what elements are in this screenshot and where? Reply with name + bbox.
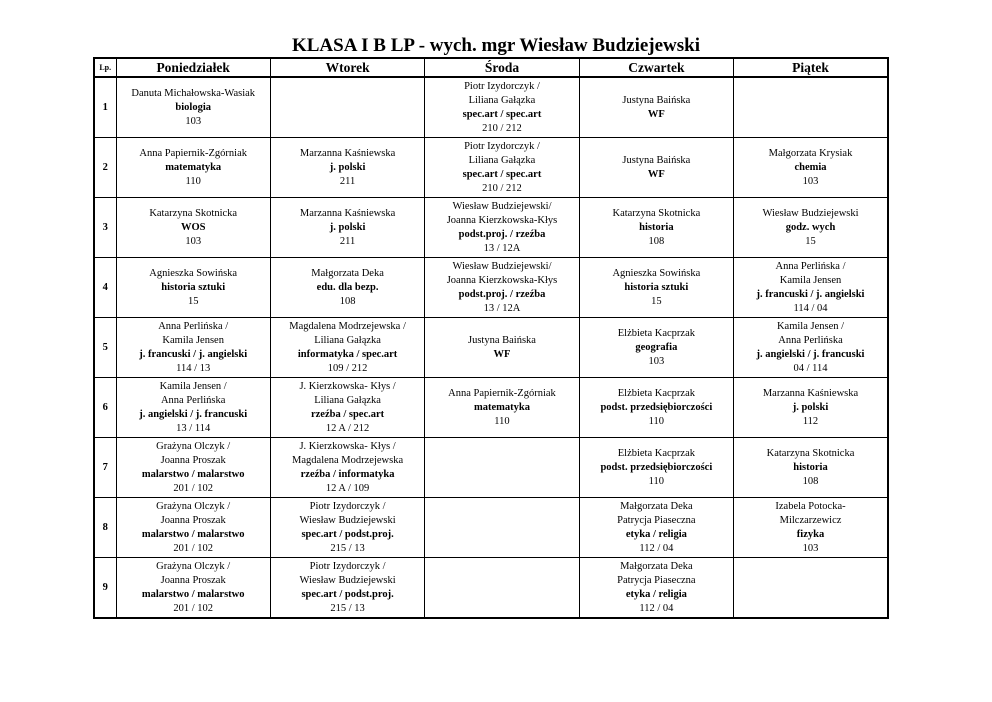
subject-name: spec.art / spec.art	[462, 168, 542, 180]
lesson-number: 6	[94, 378, 116, 438]
teacher-name: Wiesław Budziejewski/	[452, 260, 552, 272]
room-number: 108	[339, 295, 356, 307]
teacher-name: Joanna Kierzkowska-Kłys	[446, 214, 558, 226]
subject-name: j. angielski / j. francuski	[756, 348, 865, 360]
subject-name: spec.art / podst.proj.	[301, 588, 394, 600]
teacher-name: Małgorzata Deka	[620, 560, 693, 572]
teacher-name: Danuta Michałowska-Wasiak	[131, 87, 256, 99]
subject-name: j. angielski / j. francuski	[139, 408, 248, 420]
lesson-cell-friday	[734, 498, 888, 558]
subject-name: matematyka	[165, 161, 222, 173]
lesson-cell-thursday	[579, 378, 733, 438]
lesson-cell-thursday	[579, 138, 733, 198]
lesson-cell-friday	[734, 558, 888, 619]
teacher-name: Justyna Baińska	[622, 154, 691, 166]
teacher-name: Patrycja Piaseczna	[617, 514, 696, 526]
lesson-content	[734, 260, 887, 316]
lesson-content	[271, 560, 424, 616]
lesson-cell-wednesday	[425, 77, 579, 138]
lesson-content	[425, 140, 578, 196]
room-number: 103	[185, 115, 202, 127]
lesson-content	[425, 80, 578, 136]
lesson-content	[117, 147, 270, 189]
table-row	[94, 77, 888, 138]
teacher-name: Piotr Izydorczyk /	[464, 80, 540, 92]
lesson-content	[425, 200, 578, 256]
lesson-cell-wednesday	[425, 558, 579, 619]
lesson-content	[734, 447, 887, 489]
lesson-content	[271, 380, 424, 436]
lesson-number: 1	[94, 77, 116, 138]
lesson-content	[580, 560, 733, 616]
teacher-name: Marzanna Kaśniewska	[299, 207, 396, 219]
room-number: 210 / 212	[482, 122, 522, 134]
header-tuesday: Wtorek	[270, 58, 424, 77]
table-row	[94, 258, 888, 318]
teacher-name: Elżbieta Kacprzak	[617, 387, 695, 399]
teacher-name: Grażyna Olczyk /	[156, 440, 231, 452]
lesson-content	[734, 387, 887, 429]
teacher-name: Izabela Potocka-	[775, 500, 846, 512]
room-number: 201 / 102	[173, 542, 214, 554]
teacher-name: Agnieszka Sowińska	[149, 267, 238, 279]
lesson-cell-tuesday	[270, 438, 424, 498]
teacher-name: Kamila Jensen	[779, 274, 842, 286]
lesson-content	[425, 334, 578, 362]
header-row	[94, 58, 888, 77]
subject-name: j. francuski / j. angielski	[756, 288, 865, 300]
teacher-name: Liliana Gałązka	[468, 94, 536, 106]
subject-name: malarstwo / malarstwo	[141, 528, 245, 540]
lesson-cell-monday	[116, 198, 270, 258]
teacher-name: Elżbieta Kacprzak	[617, 447, 695, 459]
header-friday: Piątek	[734, 58, 888, 77]
teacher-name: Anna Papiernik-Zgórniak	[448, 387, 556, 399]
room-number: 108	[802, 475, 819, 487]
lesson-cell-wednesday	[425, 318, 579, 378]
teacher-name: Kamila Jensen /	[776, 320, 845, 332]
lesson-content	[734, 500, 887, 556]
table-row	[94, 498, 888, 558]
lesson-content	[580, 267, 733, 309]
teacher-name: Justyna Baińska	[622, 94, 691, 106]
table-row	[94, 558, 888, 619]
teacher-name: Justyna Baińska	[468, 334, 536, 346]
room-number: 211	[339, 175, 356, 187]
lesson-content	[425, 260, 578, 316]
teacher-name: Anna Perlińska /	[158, 320, 229, 332]
lesson-number: 3	[94, 198, 116, 258]
lesson-cell-tuesday	[270, 198, 424, 258]
teacher-name: Grażyna Olczyk /	[156, 560, 231, 572]
subject-name: WF	[647, 108, 665, 120]
lesson-cell-monday	[116, 438, 270, 498]
room-number: 201 / 102	[173, 602, 214, 614]
room-number: 110	[648, 475, 665, 487]
lesson-content	[271, 147, 424, 189]
teacher-name: Magdalena Modrzejewska	[292, 454, 404, 466]
room-number: 108	[648, 235, 665, 247]
teacher-name: Joanna Proszak	[160, 454, 226, 466]
subject-name: biologia	[175, 101, 211, 113]
subject-name: podst. przedsiębiorczości	[600, 401, 713, 413]
lesson-content	[580, 207, 733, 249]
subject-name: fizyka	[796, 528, 825, 540]
subject-name: podst.proj. / rzeźba	[458, 288, 546, 300]
teacher-name: Patrycja Piaseczna	[617, 574, 696, 586]
subject-name: podst.proj. / rzeźba	[458, 228, 546, 240]
lesson-cell-monday	[116, 318, 270, 378]
lesson-content	[580, 94, 733, 122]
lesson-cell-thursday	[579, 318, 733, 378]
room-number: 112 / 04	[639, 542, 674, 554]
subject-name: spec.art / podst.proj.	[301, 528, 394, 540]
teacher-name: Liliana Gałązka	[314, 394, 381, 406]
lesson-cell-monday	[116, 77, 270, 138]
lesson-number: 2	[94, 138, 116, 198]
lesson-content	[734, 320, 887, 376]
teacher-name: Joanna Kierzkowska-Kłys	[446, 274, 558, 286]
teacher-name: Magdalena Modrzejewska /	[289, 320, 406, 332]
subject-name: rzeźba / spec.art	[310, 408, 385, 420]
teacher-name: Kamila Jensen	[162, 334, 224, 346]
subject-name: historia sztuki	[624, 281, 689, 293]
lesson-content	[271, 207, 424, 249]
subject-name: etyka / religia	[625, 528, 687, 540]
teacher-name: Anna Perlińska	[778, 334, 843, 346]
subject-name: historia sztuki	[161, 281, 226, 293]
subject-name: j. francuski / j. angielski	[139, 348, 248, 360]
subject-name: j. polski	[329, 221, 366, 233]
teacher-name: Małgorzata Deka	[620, 500, 693, 512]
lesson-content	[580, 500, 733, 556]
lesson-number: 4	[94, 258, 116, 318]
lesson-cell-friday	[734, 77, 888, 138]
lesson-content	[425, 387, 578, 429]
lesson-content	[117, 500, 270, 556]
lesson-cell-monday	[116, 138, 270, 198]
subject-name: WF	[493, 348, 511, 360]
teacher-name: Joanna Proszak	[160, 574, 226, 586]
room-number: 112 / 04	[639, 602, 674, 614]
teacher-name: Milczarzewicz	[779, 514, 842, 526]
lesson-cell-friday	[734, 318, 888, 378]
lesson-cell-tuesday	[270, 138, 424, 198]
lesson-content	[580, 154, 733, 182]
subject-name: WF	[647, 168, 665, 180]
lesson-cell-friday	[734, 438, 888, 498]
teacher-name: Wiesław Budziejewski	[762, 207, 859, 219]
room-number: 103	[185, 235, 202, 247]
lesson-cell-friday	[734, 378, 888, 438]
subject-name: informatyka / spec.art	[297, 348, 398, 360]
lesson-content	[271, 500, 424, 556]
subject-name: spec.art / spec.art	[462, 108, 542, 120]
room-number: 110	[494, 415, 510, 427]
teacher-name: Wiesław Budziejewski/	[452, 200, 552, 212]
teacher-name: J. Kierzkowska- Kłys /	[299, 380, 396, 392]
lesson-cell-thursday	[579, 558, 733, 619]
room-number: 103	[802, 542, 819, 554]
teacher-name: Agnieszka Sowińska	[612, 267, 701, 279]
subject-name: historia	[793, 461, 828, 473]
room-number: 114 / 13	[176, 362, 211, 374]
teacher-name: Katarzyna Skotnicka	[766, 447, 855, 459]
room-number: 15	[651, 295, 662, 307]
timetable	[93, 57, 889, 619]
header-wednesday: Środa	[425, 58, 579, 77]
page-title: KLASA I B LP - wych. mgr Wiesław Budziejewski	[291, 35, 701, 56]
lesson-cell-friday	[734, 138, 888, 198]
teacher-name: Liliana Gałązka	[314, 334, 381, 346]
teacher-name: Katarzyna Skotnicka	[149, 207, 238, 219]
lesson-cell-monday	[116, 558, 270, 619]
lesson-cell-monday	[116, 498, 270, 558]
lesson-content	[734, 147, 887, 189]
subject-name: godz. wych	[785, 221, 836, 233]
lesson-content	[117, 207, 270, 249]
table-row	[94, 138, 888, 198]
table-row	[94, 318, 888, 378]
teacher-name: Katarzyna Skotnicka	[612, 207, 701, 219]
teacher-name: Anna Perlińska /	[775, 260, 846, 272]
lesson-cell-wednesday	[425, 498, 579, 558]
table-row	[94, 378, 888, 438]
lesson-cell-tuesday	[270, 498, 424, 558]
room-number: 15	[187, 295, 199, 307]
subject-name: malarstwo / malarstwo	[141, 588, 245, 600]
subject-name: rzeźba / informatyka	[300, 468, 395, 480]
lesson-cell-tuesday	[270, 558, 424, 619]
teacher-name: Wiesław Budziejewski	[299, 514, 396, 526]
room-number: 13 / 12A	[483, 302, 521, 314]
teacher-name: Małgorzata Krysiak	[768, 147, 853, 159]
lesson-cell-wednesday	[425, 198, 579, 258]
lesson-content	[271, 267, 424, 309]
room-number: 13 / 12A	[483, 242, 521, 254]
lesson-cell-thursday	[579, 198, 733, 258]
lesson-content	[580, 387, 733, 429]
teacher-name: Małgorzata Deka	[311, 267, 384, 279]
teacher-name: Marzanna Kaśniewska	[299, 147, 396, 159]
room-number: 201 / 102	[173, 482, 214, 494]
lesson-content	[117, 440, 270, 496]
timetable-body	[94, 77, 888, 618]
lesson-cell-wednesday	[425, 258, 579, 318]
lesson-cell-wednesday	[425, 438, 579, 498]
lesson-cell-tuesday	[270, 318, 424, 378]
lesson-number: 7	[94, 438, 116, 498]
lesson-content	[580, 327, 733, 369]
room-number: 110	[648, 415, 665, 427]
room-number: 210 / 212	[482, 182, 522, 194]
teacher-name: Piotr Izydorczyk /	[309, 500, 386, 512]
lesson-number: 9	[94, 558, 116, 619]
room-number: 103	[648, 355, 665, 367]
subject-name: j. polski	[792, 401, 829, 413]
header-lp: Lp.	[94, 58, 116, 77]
room-number: 215 / 13	[330, 602, 365, 614]
lesson-cell-monday	[116, 258, 270, 318]
teacher-name: Piotr Izydorczyk /	[309, 560, 386, 572]
subject-name: matematyka	[473, 401, 530, 413]
room-number: 12 A / 109	[325, 482, 370, 494]
teacher-name: Wiesław Budziejewski	[299, 574, 396, 586]
lesson-cell-tuesday	[270, 258, 424, 318]
subject-name: historia	[639, 221, 674, 233]
lesson-cell-tuesday	[270, 77, 424, 138]
teacher-name: Piotr Izydorczyk /	[464, 140, 540, 152]
lesson-cell-monday	[116, 378, 270, 438]
lesson-cell-wednesday	[425, 378, 579, 438]
lesson-number: 8	[94, 498, 116, 558]
room-number: 211	[339, 235, 356, 247]
lesson-content	[734, 207, 887, 249]
room-number: 215 / 13	[330, 542, 365, 554]
lesson-cell-thursday	[579, 438, 733, 498]
subject-name: j. polski	[329, 161, 366, 173]
subject-name: WOS	[180, 221, 206, 233]
teacher-name: Liliana Gałązka	[468, 154, 536, 166]
lesson-content	[117, 560, 270, 616]
table-row	[94, 198, 888, 258]
lesson-content	[271, 440, 424, 496]
lesson-cell-wednesday	[425, 138, 579, 198]
lesson-cell-friday	[734, 258, 888, 318]
lesson-number: 5	[94, 318, 116, 378]
lesson-content	[117, 320, 270, 376]
teacher-name: Kamila Jensen /	[159, 380, 227, 392]
subject-name: etyka / religia	[625, 588, 687, 600]
room-number: 04 / 114	[793, 362, 828, 374]
room-number: 103	[802, 175, 819, 187]
subject-name: malarstwo / malarstwo	[141, 468, 245, 480]
room-number: 114 / 04	[793, 302, 828, 314]
subject-name: edu. dla bezp.	[316, 281, 379, 293]
teacher-name: Marzanna Kaśniewska	[762, 387, 859, 399]
lesson-cell-thursday	[579, 258, 733, 318]
lesson-content	[271, 320, 424, 376]
lesson-cell-friday	[734, 198, 888, 258]
header-thursday: Czwartek	[579, 58, 733, 77]
room-number: 110	[185, 175, 201, 187]
teacher-name: Grażyna Olczyk /	[156, 500, 231, 512]
lesson-cell-thursday	[579, 498, 733, 558]
teacher-name: Elżbieta Kacprzak	[617, 327, 695, 339]
room-number: 12 A / 212	[325, 422, 370, 434]
teacher-name: Anna Perlińska	[160, 394, 226, 406]
room-number: 15	[805, 235, 816, 247]
room-number: 13 / 114	[176, 422, 211, 434]
room-number: 112	[802, 415, 819, 427]
subject-name: podst. przedsiębiorczości	[600, 461, 713, 473]
lesson-content	[117, 267, 270, 309]
room-number: 109 / 212	[327, 362, 368, 374]
header-monday: Poniedziałek	[116, 58, 270, 77]
lesson-content	[117, 87, 270, 129]
teacher-name: Joanna Proszak	[160, 514, 226, 526]
lesson-cell-tuesday	[270, 378, 424, 438]
table-row	[94, 438, 888, 498]
teacher-name: J. Kierzkowska- Kłys /	[299, 440, 396, 452]
teacher-name: Anna Papiernik-Zgórniak	[139, 147, 247, 159]
lesson-content	[580, 447, 733, 489]
subject-name: chemia	[794, 161, 827, 173]
lesson-content	[117, 380, 270, 436]
lesson-cell-thursday	[579, 77, 733, 138]
subject-name: geografia	[635, 341, 678, 353]
